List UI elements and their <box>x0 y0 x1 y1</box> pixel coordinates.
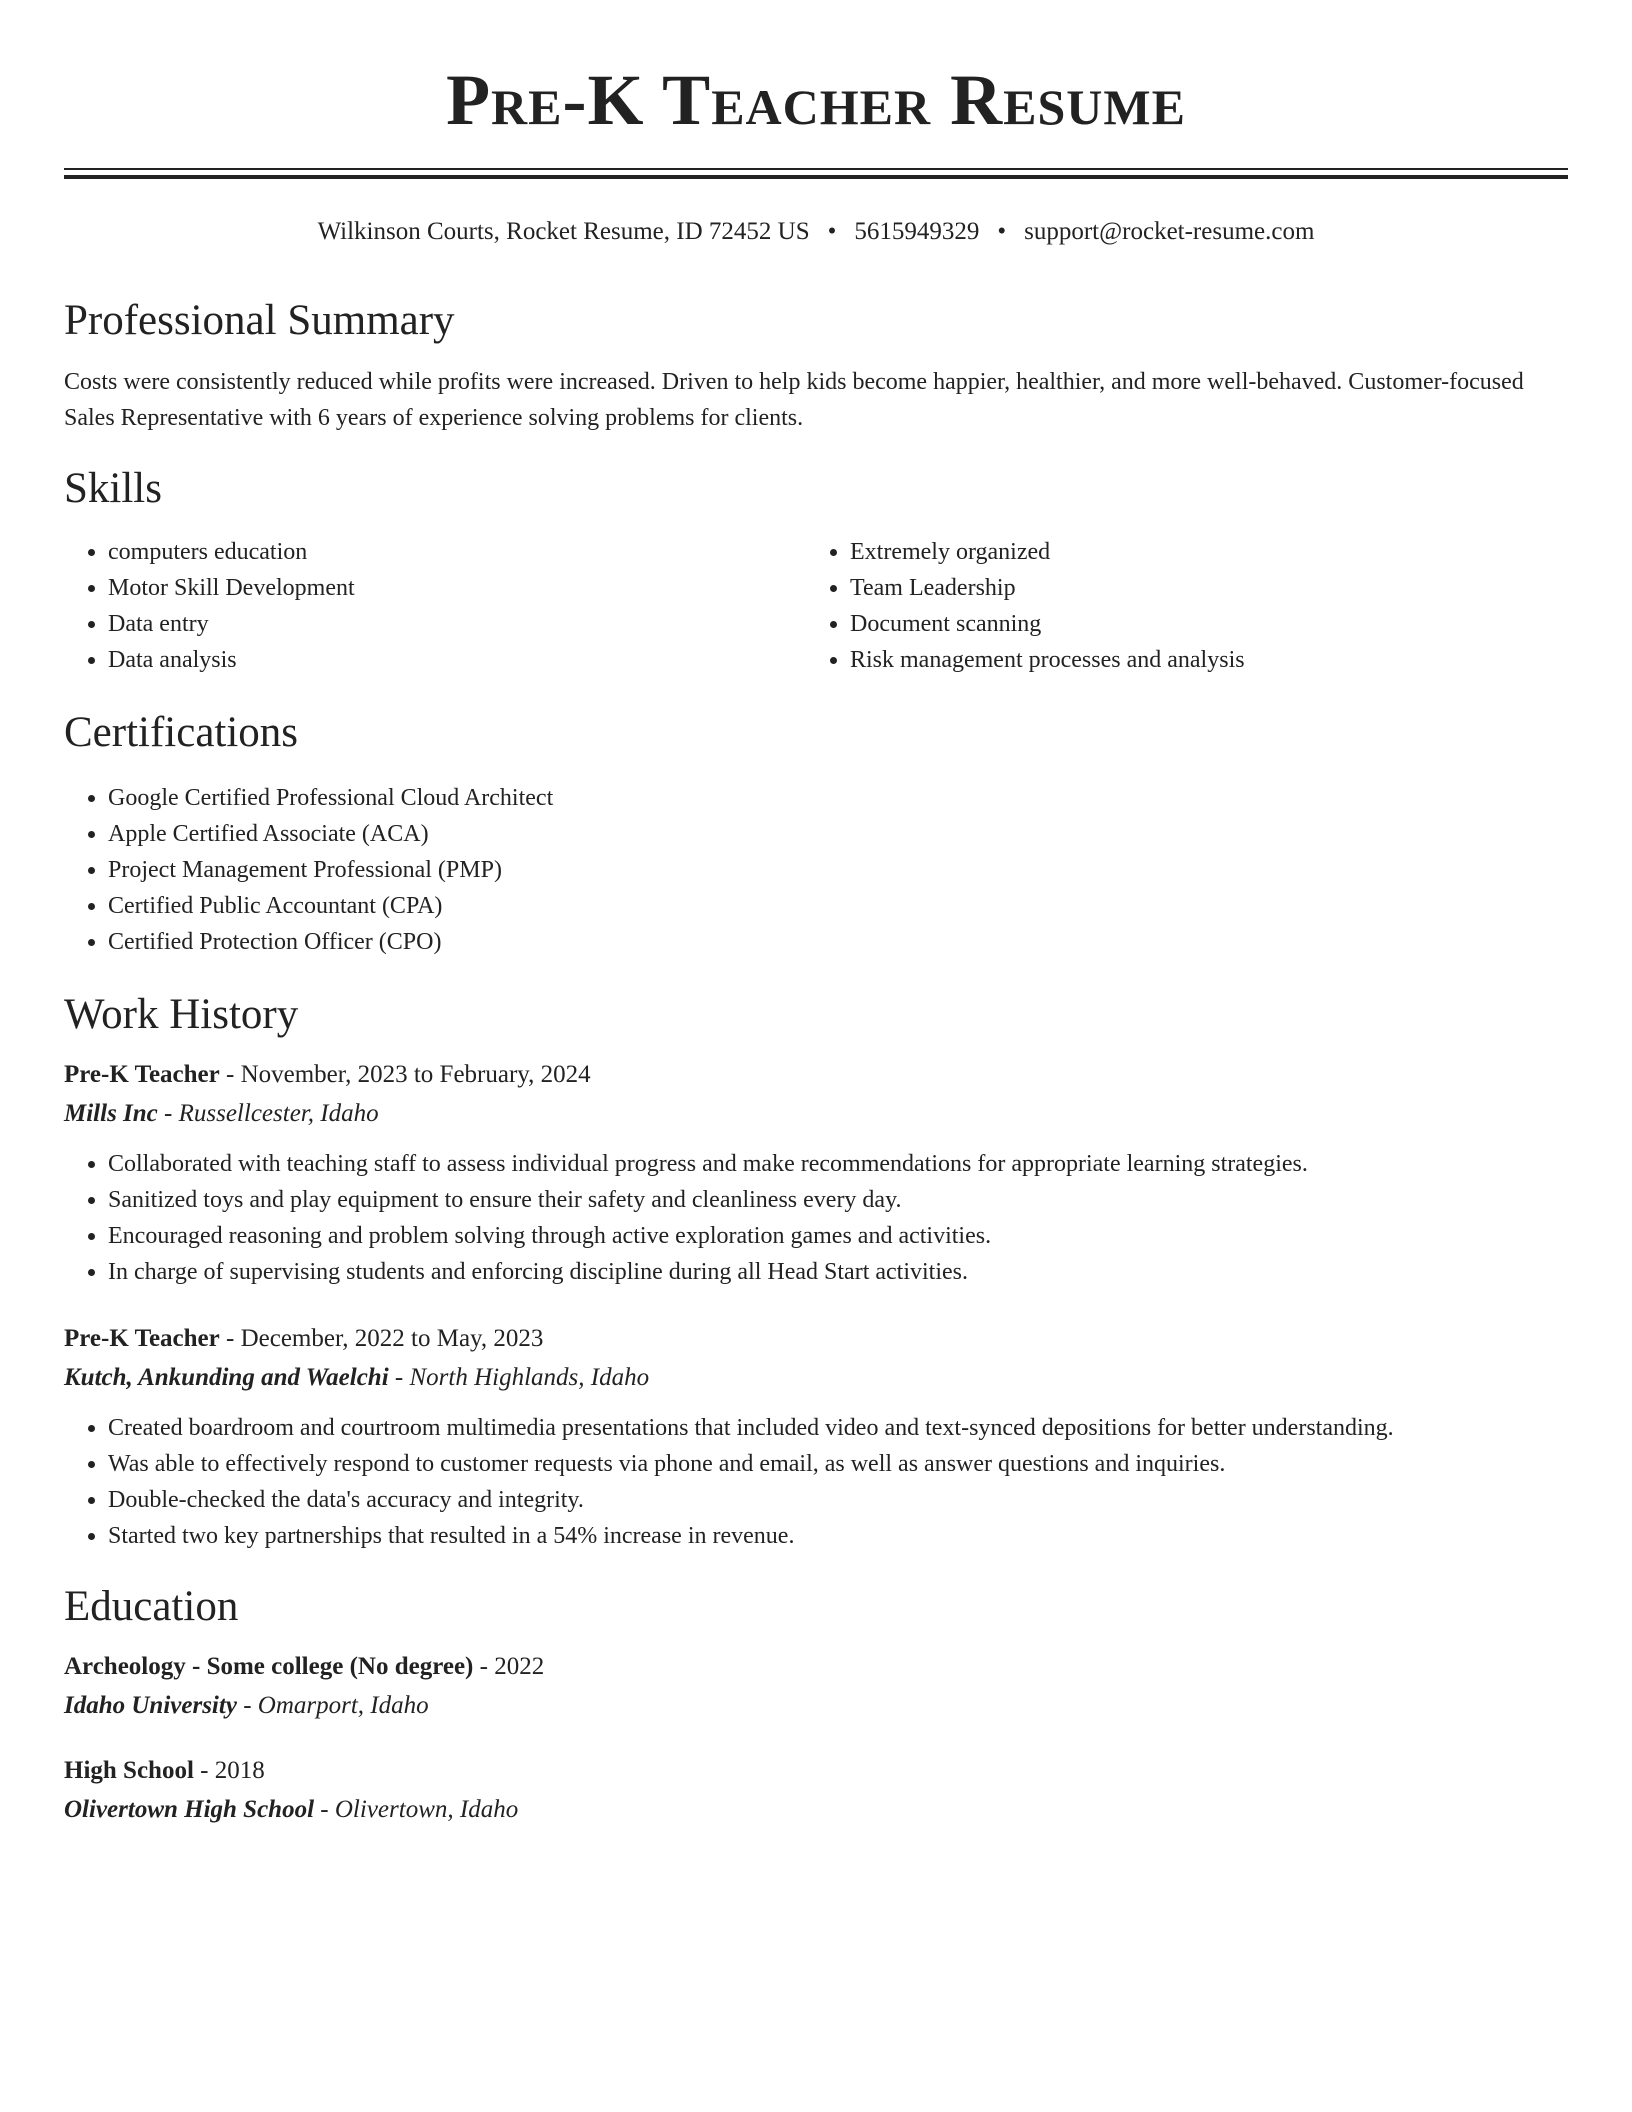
certification-item: • Google Certified Professional Cloud Architect <box>108 780 1568 816</box>
education-location: Olivertown, Idaho <box>334 1796 519 1823</box>
contact-separator: • <box>997 218 1007 245</box>
job-company: Mills Inc <box>64 1100 158 1127</box>
skills-column-right <box>806 534 1548 678</box>
job-duty-item: • Was able to effectively respond to customer requests via phone and email, as well as answer questions and inquiries. <box>108 1446 1568 1482</box>
job-duties-list <box>64 1410 1568 1554</box>
job-duty-item: • Encouraged reasoning and problem solving through active exploration games and activities. <box>108 1218 1568 1254</box>
skill-item: • Team Leadership <box>850 570 1548 606</box>
job-duty-item: • Sanitized toys and play equipment to ensure their safety and cleanliness every day. <box>108 1182 1568 1218</box>
job-title: Pre-K Teacher <box>64 1061 220 1088</box>
education-heading: High School - 2018 <box>64 1757 265 1784</box>
section-heading-summary: Professional Summary <box>64 297 455 344</box>
divider-thin-line <box>64 168 1568 170</box>
education-year: 2018 <box>214 1757 265 1784</box>
section-heading-certifications: Certifications <box>64 709 299 756</box>
divider-thick-line <box>64 175 1568 179</box>
job-duty-item: • Collaborated with teaching staff to assess individual progress and make recommendations for appropriate learning strategies. <box>108 1146 1568 1182</box>
job-dates: December, 2022 to May, 2023 <box>240 1325 544 1352</box>
education-degree: Archeology - Some college (No degree) <box>64 1653 474 1680</box>
contact-phone: 5615949329 <box>854 218 980 245</box>
education-school-line: Olivertown High School - Olivertown, Idaho <box>64 1796 519 1823</box>
skills-list-right <box>806 534 1548 678</box>
skill-item: • Motor Skill Development <box>108 570 806 606</box>
job-heading: Pre-K Teacher - November, 2023 to February, 2024 <box>64 1061 591 1088</box>
job-duty-item: • Started two key partnerships that resulted in a 54% increase in revenue. <box>108 1518 1568 1554</box>
skills-column-left <box>64 534 806 678</box>
skills-grid <box>64 534 1568 678</box>
section-heading-work-history: Work History <box>64 991 299 1038</box>
section-heading-education: Education <box>64 1583 239 1630</box>
title-divider <box>64 168 1568 180</box>
job-dates: November, 2023 to February, 2024 <box>240 1061 591 1088</box>
education-entry <box>64 1752 1568 1830</box>
certification-item: • Certified Public Accountant (CPA) <box>108 888 1568 924</box>
contact-address: Wilkinson Courts, Rocket Resume, ID 72452 US <box>317 218 810 245</box>
job-company: Kutch, Ankunding and Waelchi <box>64 1364 389 1391</box>
job-employer-line: Mills Inc - Russellcester, Idaho <box>64 1100 379 1127</box>
job-title: Pre-K Teacher <box>64 1325 220 1352</box>
contact-email: support@rocket-resume.com <box>1024 218 1315 245</box>
job-duty-item: • Created boardroom and courtroom multimedia presentations that included video and text-synced depositions for better understanding. <box>108 1410 1568 1446</box>
job-duty-item: • Double-checked the data's accuracy and integrity. <box>108 1482 1568 1518</box>
summary-text: Costs were consistently reduced while profits were increased. Driven to help kids become happier, healthier, and more well-behaved. Customer-focused Sales Representative with 6 years of experience solving problems for clients. <box>64 369 1524 431</box>
job-entry <box>64 1320 1568 1554</box>
job-duty-item: • In charge of supervising students and enforcing discipline during all Head Start activities. <box>108 1254 1568 1290</box>
skill-item: • Data analysis <box>108 642 806 678</box>
skill-item: • Risk management processes and analysis <box>850 642 1548 678</box>
certifications-list <box>64 780 1568 960</box>
job-employer-line: Kutch, Ankunding and Waelchi - North Highlands, Idaho <box>64 1364 650 1391</box>
certification-item: • Apple Certified Associate (ACA) <box>108 816 1568 852</box>
education-school: Olivertown High School <box>64 1796 315 1823</box>
job-entry <box>64 1056 1568 1290</box>
skills-list-left <box>64 534 806 678</box>
education-school: Idaho University <box>64 1692 237 1719</box>
contact-line <box>64 216 1568 248</box>
education-location: Omarport, Idaho <box>257 1692 429 1719</box>
job-heading: Pre-K Teacher - December, 2022 to May, 2023 <box>64 1325 544 1352</box>
education-year: 2022 <box>494 1653 545 1680</box>
job-duties-list <box>64 1146 1568 1290</box>
education-school-line: Idaho University - Omarport, Idaho <box>64 1692 429 1719</box>
certification-item: • Certified Protection Officer (CPO) <box>108 924 1568 960</box>
education-degree: High School <box>64 1757 194 1784</box>
job-location: Russellcester, Idaho <box>178 1100 379 1127</box>
section-heading-skills: Skills <box>64 465 162 512</box>
skill-item: • Document scanning <box>850 606 1548 642</box>
certification-item: • Project Management Professional (PMP) <box>108 852 1568 888</box>
skill-item: • Data entry <box>108 606 806 642</box>
contact-separator: • <box>827 218 837 245</box>
resume-title: Pre-K Teacher Resume <box>446 60 1186 140</box>
education-entry <box>64 1648 1568 1726</box>
education-heading: Archeology - Some college (No degree) - 2022 <box>64 1653 545 1680</box>
skill-item: • computers education <box>108 534 806 570</box>
job-location: North Highlands, Idaho <box>409 1364 650 1391</box>
skill-item: • Extremely organized <box>850 534 1548 570</box>
